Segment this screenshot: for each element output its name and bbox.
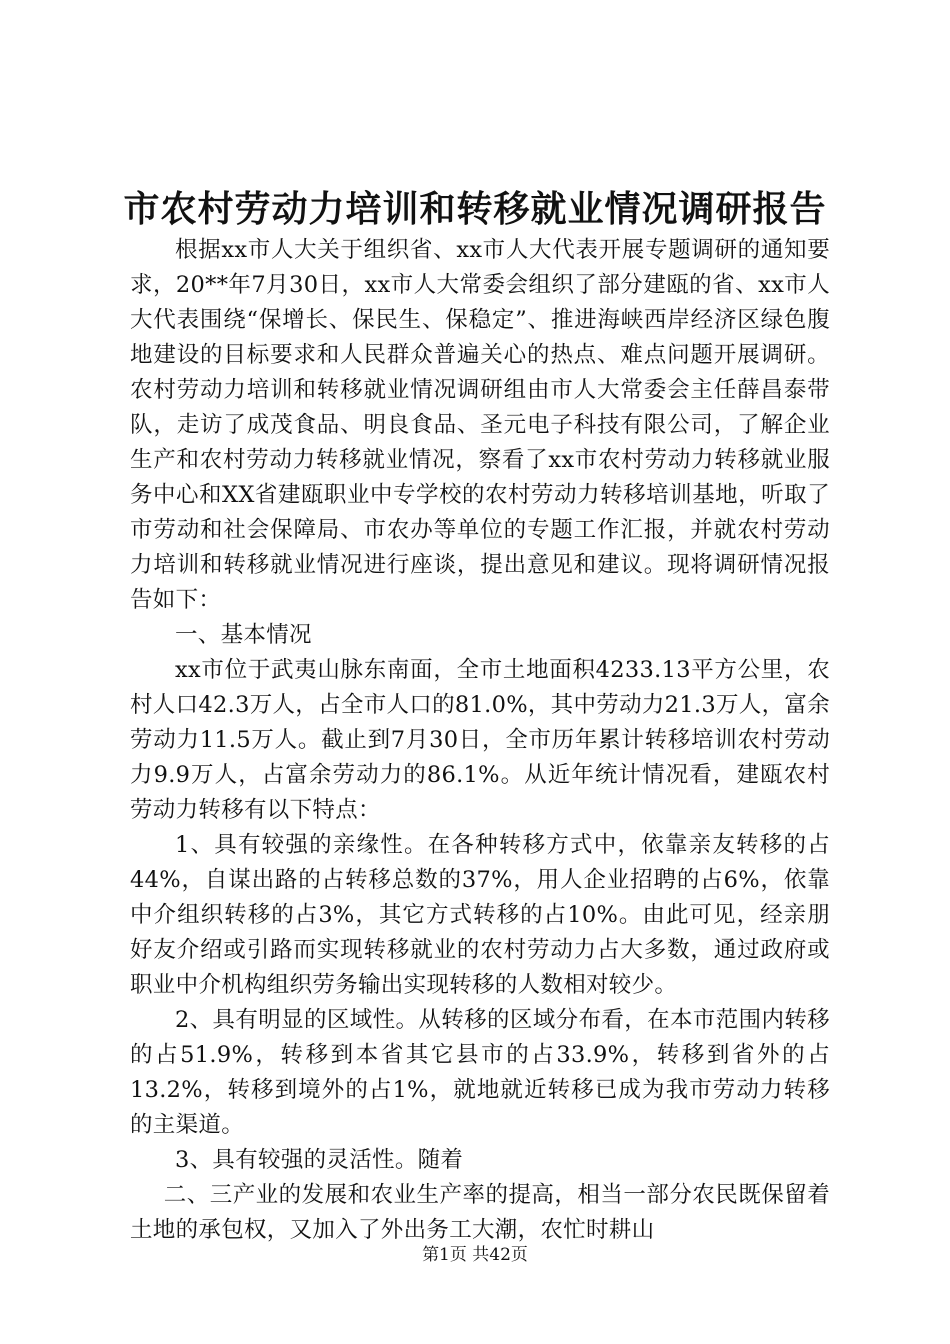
paragraph-continuation: 二、三产业的发展和农业生产率的提高，相当一部分农民既保留着土地的承包权，又加入了外出务工大潮，农忙时耕山 [130,1182,830,1243]
paragraph-intro: 根据xx市人大关于组织省、xx市人大代表开展专题调研的通知要求，20**年7月30日，xx市人大常委会组织了部分建瓯的省、xx市人大代表围绕“保增长、保民生、保稳定”、推进海峡西岸经济区绿色腹地建设的目标要求和人民群众普遍关心的热点、难点问题开展调研。农村劳动力培训和转移就业情况调研组由市人大常委会主任薛昌泰带队，走访了成茂食品、明良食品、圣元电子科技有限公司，了解企业生产和农村劳动力转移就业情况，察看了xx市农村劳动力转移就业服务中心和XX省建瓯职业中专学校的农村劳动力转移培训基地，听取了市劳动和社会保障局、市农办等单位的专题工作汇报，并就农村劳动力培训和转移就业情况进行座谈，提出意见和建议。现将调研情况报告如下： [130,237,830,613]
paragraph-feature-3: 3、具有较强的灵活性。随着 [175,1147,464,1173]
section-heading-basic-situation: 一、基本情况 [175,622,312,648]
document-body [130,233,830,1248]
paragraph-feature-2: 2、具有明显的区域性。从转移的区域分布看，在本市范围内转移的占51.9%，转移到本省其它县市的占33.9%，转移到省外的占13.2%，转移到境外的占1%，就地就近转移已成为我市劳动力转移的主渠道。 [130,1007,830,1138]
page-footer: 第1页 共42页 [422,1245,528,1265]
paragraph-feature-1: 1、具有较强的亲缘性。在各种转移方式中，依靠亲友转移的占44%，自谋出路的占转移总数的37%，用人企业招聘的占6%，依靠中介组织转移的占3%，其它方式转移的占10%。由此可见，经亲朋好友介绍或引路而实现转移就业的农村劳动力占大多数，通过政府或职业中介机构组织劳务输出实现转移的人数相对较少。 [130,832,830,998]
paragraph-basic-situation: xx市位于武夷山脉东南面，全市土地面积4233.13平方公里，农村人口42.3万人，占全市人口的81.0%，其中劳动力21.3万人，富余劳动力11.5万人。截止到7月30日，全市历年累计转移培训农村劳动力9.9万人，占富余劳动力的86.1%。从近年统计情况看，建瓯农村劳动力转移有以下特点： [130,657,830,823]
document-title: 市农村劳动力培训和转移就业情况调研报告 [123,188,827,230]
